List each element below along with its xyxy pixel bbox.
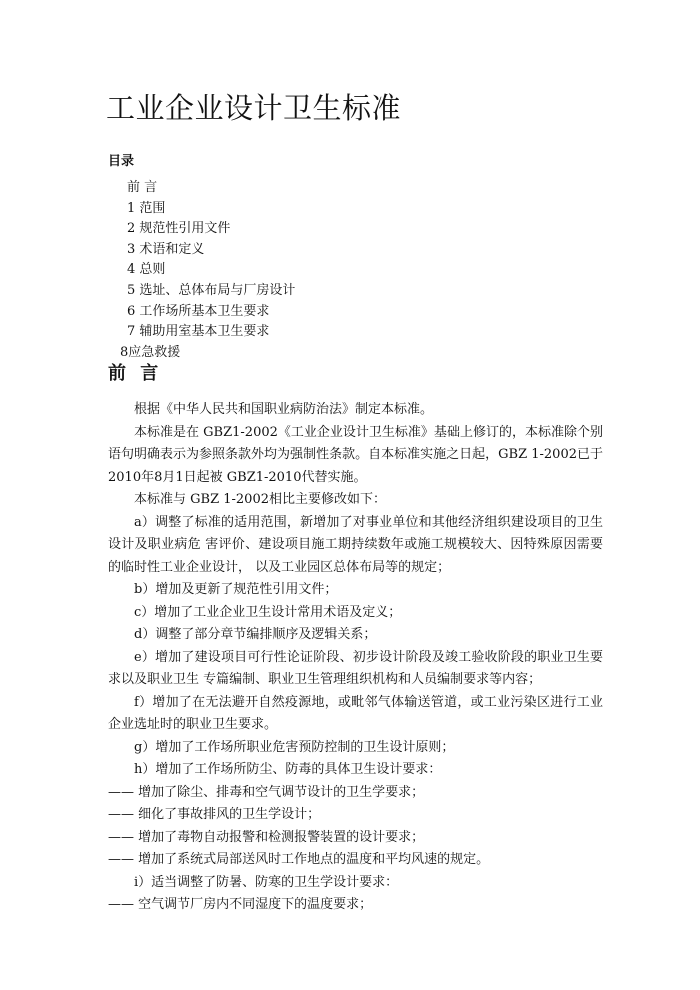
toc-item-emergency-rescue[interactable]: 8应急救援 xyxy=(120,344,181,360)
paragraph: 本标准与 GBZ 1-2002相比主要修改如下： xyxy=(134,492,386,507)
table-of-contents xyxy=(120,178,296,363)
paragraph: —— 增加了除尘、排毒和空气调节设计的卫生学要求； xyxy=(108,784,425,800)
toc-item-auxiliary-rooms[interactable]: 7 辅助用室基本卫生要求 xyxy=(127,324,270,340)
paragraph: e）增加了建设项目可行性论证阶段、初步设计阶段及竣工验收阶段的职业卫生要求以及职业卫生 专篇编制、职业卫生管理组织机构和人员编制要求等内容； xyxy=(108,649,603,687)
paragraph: a）调整了标准的适用范围，新增加了对事业单位和其他经济组织建设项目的卫生设计及职业病危 害评价、建设项目施工期持续数年或施工规模较大、因特殊原因需要的临时性工业企业设计， 以及工业园区总体布局等的规定； xyxy=(108,514,603,575)
paragraph: g）增加了工作场所职业危害预防控制的卫生设计原则； xyxy=(134,739,455,755)
paragraph: —— 细化了事故排风的卫生学设计； xyxy=(108,807,321,822)
paragraph: d）调整了部分章节编排顺序及逻辑关系； xyxy=(134,627,377,642)
toc-item-normative-references[interactable]: 2 规范性引用文件 xyxy=(127,221,231,237)
toc-item-site-layout-design[interactable]: 5 选址、总体布局与厂房设计 xyxy=(127,282,296,298)
toc-heading: 目录 xyxy=(108,154,135,169)
paragraph: —— 空气调节厂房内不同湿度下的温度要求； xyxy=(108,897,373,912)
paragraph: b）增加及更新了规范性引用文件； xyxy=(134,582,338,597)
toc-item-terms-definitions[interactable]: 3 术语和定义 xyxy=(127,241,205,257)
paragraph: i）适当调整了防暑、防寒的卫生学设计要求： xyxy=(134,874,399,890)
paragraph: h）增加了工作场所防尘、防毒的具体卫生设计要求： xyxy=(134,762,442,777)
preface-body xyxy=(108,399,603,917)
toc-item-workplace-hygiene[interactable]: 6 工作场所基本卫生要求 xyxy=(127,303,270,319)
document-title: 工业企业设计卫生标准 xyxy=(106,91,402,125)
toc-item-general-principles[interactable]: 4 总则 xyxy=(127,262,166,278)
toc-item-scope[interactable]: 1 范围 xyxy=(127,200,166,216)
paragraph: —— 增加了毒物自动报警和检测报警装置的设计要求； xyxy=(108,829,425,845)
paragraph: 根据《中华人民共和国职业病防治法》制定本标准。 xyxy=(134,402,434,417)
paragraph: —— 增加了系统式局部送风时工作地点的温度和平均风速的规定。 xyxy=(108,852,490,867)
toc-item-preface[interactable]: 前 言 xyxy=(127,180,158,195)
paragraph: 本标准是在 GBZ1-2002《工业企业设计卫生标准》基础上修订的，本标准除个别语句明确表示为参照条款外均为强制性条款。自本标准实施之日起，GBZ 1-2002已于2010年8月1日起被 GBZ1-2010代替实施。 xyxy=(108,424,603,485)
preface-heading: 前 言 xyxy=(108,363,163,384)
paragraph: c）增加了工业企业卫生设计常用术语及定义； xyxy=(134,604,402,620)
paragraph: f）增加了在无法避开自然疫源地，或毗邻气体输送管道，或工业污染区进行工业企业选址时的职业卫生要求。 xyxy=(108,694,603,732)
